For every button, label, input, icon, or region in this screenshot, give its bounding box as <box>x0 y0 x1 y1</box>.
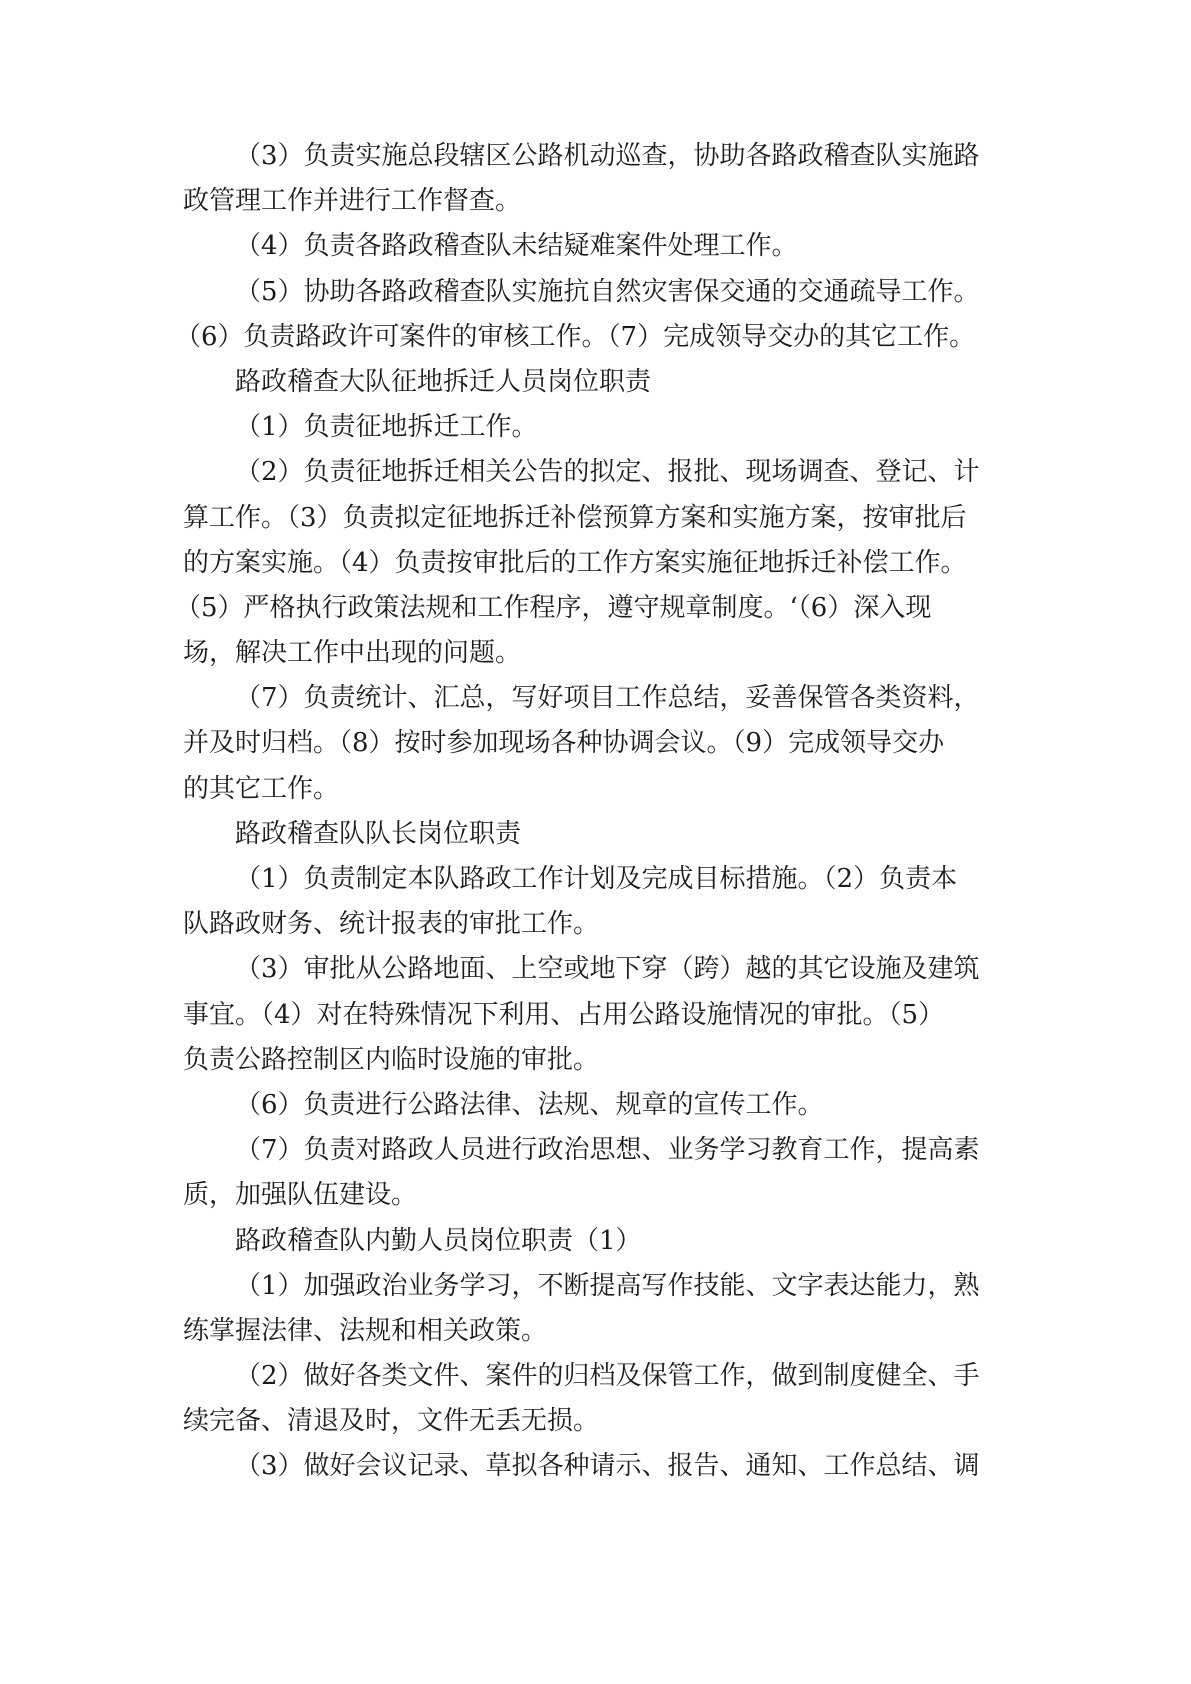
text-line: （6）负责进行公路法律、法规、规章的宣传工作。 <box>235 1089 824 1120</box>
text-line: （1）加强政治业务学习，不断提高写作技能、文字表达能力，熟 <box>235 1270 980 1301</box>
text-line: 事宜。（4）对在特殊情况下利用、占用公路设施情况的审批。（5） <box>183 999 945 1030</box>
text-line: 队路政财务、统计报表的审批工作。 <box>183 909 600 940</box>
text-line: （2）做好各类文件、案件的归档及保管工作，做到制度健全、手 <box>235 1361 980 1392</box>
text-line: 政管理工作并进行工作督查。 <box>183 186 522 217</box>
text-line: （3）负责实施总段辖区公路机动巡查，协助各路政稽查队实施路 <box>235 141 980 171</box>
section-heading: 路政稽查队内勤人员岗位职责（1） <box>235 1225 642 1256</box>
text-line: 续完备、清退及时，文件无丢无损。 <box>183 1406 600 1437</box>
text-line: 并及时归档。（8）按时参加现场各种协调会议。（9）完成领导交办 <box>183 728 945 759</box>
document-body <box>175 134 1013 1490</box>
text-line: （3）审批从公路地面、上空或地下穿（跨）越的其它设施及建筑 <box>235 954 980 985</box>
text-line: （4）负责各路政稽查队未结疑难案件处理工作。 <box>235 231 798 262</box>
text-line: （7）负责对路政人员进行政治思想、业务学习教育工作，提高素 <box>235 1135 980 1166</box>
text-line: （1）负责制定本队路政工作计划及完成目标措施。（2）负责本 <box>235 864 958 894</box>
text-line: 算工作。（3）负责拟定征地拆迁补偿预算方案和实施方案，按审批后 <box>183 502 967 533</box>
section-heading: 路政稽查大队征地拆迁人员岗位职责 <box>235 366 652 397</box>
text-line: 负责公路控制区内临时设施的审批。 <box>183 1044 600 1075</box>
text-line: 场，解决工作中出现的问题。 <box>183 638 522 669</box>
section-heading: 路政稽查队队长岗位职责 <box>235 818 522 849</box>
text-line: 的其它工作。 <box>183 773 340 804</box>
text-line: 的方案实施。（4）负责按审批后的工作方案实施征地拆迁补偿工作。 <box>183 547 967 578</box>
text-line: （2）负责征地拆迁相关公告的拟定、报批、现场调查、登记、计 <box>235 457 980 488</box>
text-line: （6）负责路政许可案件的审核工作。（7）完成领导交办的其它工作。 <box>175 321 976 352</box>
text-line: （1）负责征地拆迁工作。 <box>235 412 538 443</box>
text-line: （7）负责统计、汇总，写好项目工作总结，妥善保管各类资料， <box>235 683 980 714</box>
text-line: 练掌握法律、法规和相关政策。 <box>183 1315 548 1346</box>
text-line: 质，加强队伍建设。 <box>183 1180 418 1211</box>
text-line: （5）严格执行政策法规和工作程序，遵守规章制度。‘（6）深入现 <box>175 592 932 623</box>
text-line: （5）协助各路政稽查队实施抗自然灾害保交通的交通疏导工作。 <box>235 276 980 307</box>
text-line: （3）做好会议记录、草拟各种请示、报告、通知、工作总结、调 <box>235 1451 980 1482</box>
